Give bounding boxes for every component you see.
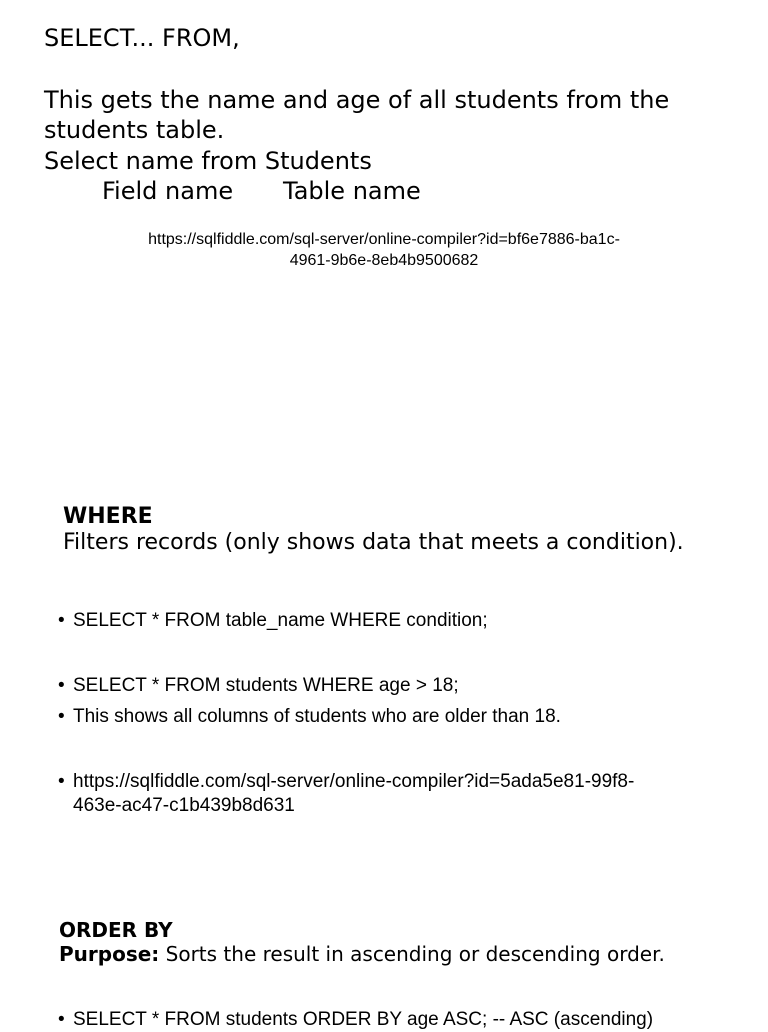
select-heading: SELECT... FROM, <box>44 24 240 52</box>
where-example-text: SELECT * FROM students WHERE age > 18; <box>73 675 459 696</box>
where-description: Filters records (only shows data that meets a condition). <box>63 530 684 555</box>
select-fiddle-link-line2: 4961-9b6e-8eb4b9500682 <box>289 252 479 269</box>
table-name-label: Table name <box>283 177 421 205</box>
where-fiddle-link-line1: https://sqlfiddle.com/sql-server/online-compiler?id=5ada5e81-99f8- <box>73 771 635 792</box>
list-item <box>58 1008 653 1032</box>
bullet-glyph: • <box>58 706 65 727</box>
where-syntax-text: SELECT * FROM table_name WHERE condition; <box>73 610 488 631</box>
where-explanation-text: This shows all columns of students who are older than 18. <box>73 706 561 727</box>
select-example: Select name from Students <box>44 147 372 175</box>
list-item <box>58 705 561 729</box>
list-item <box>58 609 488 633</box>
order-example-text: SELECT * FROM students ORDER BY age ASC; -- ASC (ascending) <box>73 1009 654 1030</box>
bullet-glyph: • <box>58 675 65 696</box>
purpose-text: Sorts the result in ascending or descending order. <box>159 942 665 966</box>
where-fiddle-link[interactable] <box>58 770 634 818</box>
order-heading: ORDER BY <box>59 918 173 942</box>
bullet-glyph: • <box>58 771 65 792</box>
field-name-label: Field name <box>102 177 234 205</box>
select-description-line2: students table. <box>44 116 225 144</box>
select-fiddle-link-line1: https://sqlfiddle.com/sql-server/online-compiler?id=bf6e7886-ba1c- <box>148 231 620 248</box>
bullet-glyph: • <box>58 610 65 631</box>
bullet-glyph: • <box>58 1009 65 1030</box>
select-fiddle-link[interactable] <box>60 229 708 271</box>
purpose-label: Purpose: <box>59 942 160 966</box>
list-item <box>58 674 459 698</box>
select-description-line1: This gets the name and age of all students from the <box>44 86 670 114</box>
order-purpose <box>59 942 665 966</box>
where-fiddle-link-line2: 463e-ac47-c1b439b8d631 <box>73 795 295 816</box>
where-heading: WHERE <box>63 504 153 529</box>
